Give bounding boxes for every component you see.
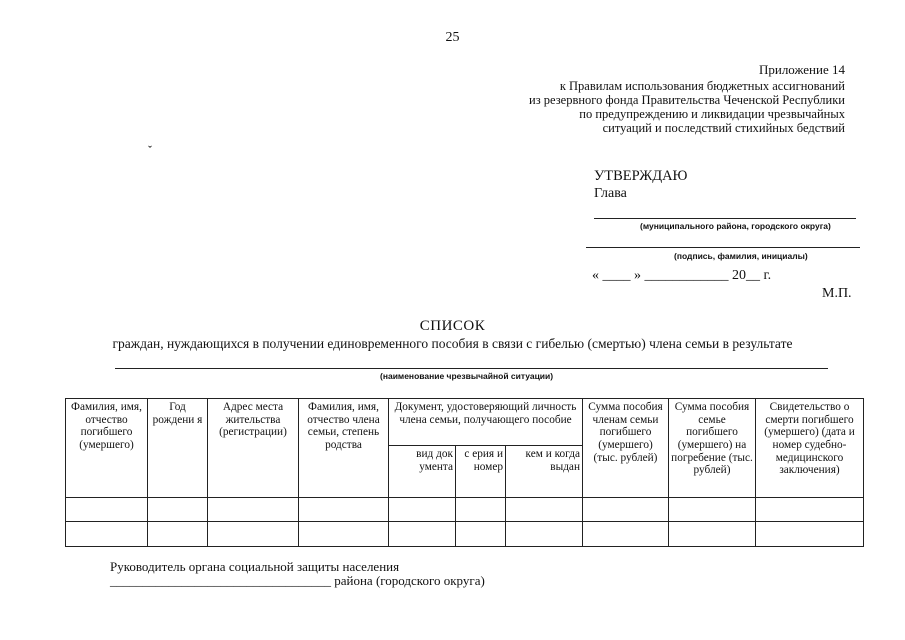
header-death-certificate: Свидетельство о смерти погибшего (умершего) (дата и номер судебно-медицинского заключения) [756, 399, 864, 498]
header-id-document: Документ, удостоверяющий личность члена семьи, получающего пособие [389, 399, 583, 446]
emergency-caption: (наименование чрезвычайной ситуации) [380, 371, 554, 381]
citizens-table [65, 398, 864, 547]
table-cell [148, 498, 208, 522]
document-title: СПИСОК [419, 318, 486, 334]
header-name: Фамилия, имя, отчество погибшего (умершего) [66, 399, 148, 498]
table-cell [456, 522, 506, 547]
header-doc-type: вид док умента [389, 446, 456, 498]
table-row [66, 498, 864, 522]
footer-responsible: Руководитель органа социальной защиты населения [110, 559, 400, 574]
table-cell [148, 522, 208, 547]
table-cell [583, 498, 669, 522]
signature-line [586, 247, 860, 248]
table-cell [299, 498, 389, 522]
header-sum-burial: Сумма пособия семье погибшего (умершего) на погребение (тыс. рублей) [669, 399, 756, 498]
header-family-member: Фамилия, имя, отчество члена семьи, степень родства [299, 399, 389, 498]
header-doc-series: с ерия и номер [456, 446, 506, 498]
table-cell [66, 522, 148, 547]
table-cell [389, 522, 456, 547]
header-sum-members: Сумма пособия членам семьи погибшего (умершего) (тыс. рублей) [583, 399, 669, 498]
table-cell [756, 522, 864, 547]
signature-caption: (подпись, фамилия, инициалы) [674, 251, 808, 261]
page-number: 25 [445, 30, 460, 45]
table-cell [506, 498, 583, 522]
header-address: Адрес места жительства (регистрации) [208, 399, 299, 498]
approve-label: УТВЕРЖДАЮ [594, 168, 688, 184]
appendix-line: по предупреждению и ликвидации чрезвычайных [579, 107, 845, 121]
appendix-line: ситуаций и последствий стихийных бедствий [602, 121, 845, 135]
stamp-label: М.П. [822, 286, 852, 301]
table-cell [669, 498, 756, 522]
district-caption: (муниципального района, городского округа) [640, 221, 831, 231]
table-cell [208, 498, 299, 522]
date-line: « ____ » ____________ 20__ г. [592, 268, 772, 283]
table-cell [456, 498, 506, 522]
table-cell [506, 522, 583, 547]
appendix-line: из резервного фонда Правительства Чеченской Республики [529, 93, 845, 107]
table-cell [756, 498, 864, 522]
header-doc-issued: кем и когда выдан [506, 446, 583, 498]
stray-mark: ˇ [148, 143, 152, 157]
table-cell [208, 522, 299, 547]
emergency-line [115, 368, 828, 369]
document-subtitle: граждан, нуждающихся в получении единовременного пособия в связи с гибелью (смертью) члена семьи в результате [112, 336, 793, 351]
footer-district: __________________________________ района (городского округа) [110, 573, 485, 588]
table-cell [583, 522, 669, 547]
appendix-title: Приложение 14 [758, 62, 845, 77]
table-row [66, 522, 864, 547]
table-cell [66, 498, 148, 522]
header-birth-year: Год рождени я [148, 399, 208, 498]
table-cell [669, 522, 756, 547]
district-line [594, 218, 856, 219]
head-label: Глава [594, 186, 627, 201]
appendix-line: к Правилам использования бюджетных ассигнований [559, 79, 845, 93]
table-cell [389, 498, 456, 522]
table-cell [299, 522, 389, 547]
